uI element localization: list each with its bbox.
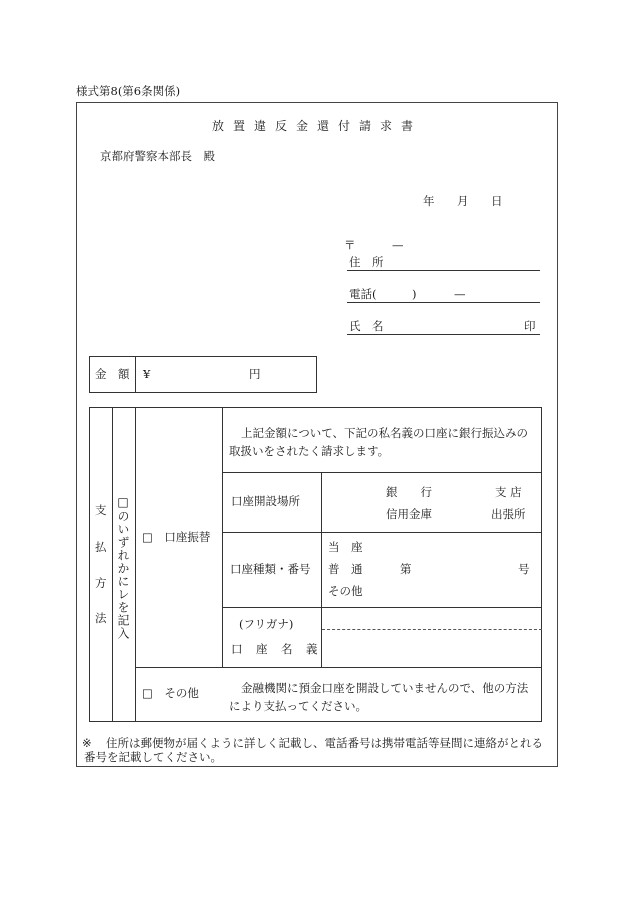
branch-place-label: 口座開設場所 [231,494,300,508]
transfer-option-checkbox[interactable]: □ 口座振替 [142,530,211,544]
form-title: 放置違反金還付請求書 [211,119,422,133]
account-current: 当 座 [328,540,363,554]
date-month-label: 月 [457,194,469,208]
sub-branch-label: 出張所 [491,507,526,521]
account-ordinary: 普 通 [328,562,363,576]
name-label: 氏 名 [349,319,384,333]
payment-method-char-4: 法 [95,611,107,625]
phone-field[interactable] [347,302,540,303]
payment-method-char-2: 払 [95,540,107,554]
address-label: 住 所 [349,255,384,269]
amount-label: 金 額 [95,367,130,381]
account-type-label: 口座種類・番号 [230,562,311,576]
bank-label: 銀 行 [386,485,432,499]
other-option-note: 金融機関に預金口座を開設していませんので、他の方法により支払ってください。 [229,681,529,713]
postal-mark: 〒 [344,238,356,252]
account-number-suffix: 号 [518,562,530,576]
transfer-request-text: 上記金額について、下記の私名義の口座に銀行振込みの取扱いをされたく請求します。 [229,426,529,458]
credit-union-label: 信用金庫 [386,507,432,521]
footnote-line-2: 番号を記載してください。 [84,750,222,764]
date-year-label: 年 [423,194,435,208]
furigana-label: (フリガナ) [239,617,294,631]
amount-divider [135,356,136,393]
phone-close-paren: ) [412,287,417,301]
amount-yen-unit: 円 [249,367,261,381]
other-option-checkbox[interactable]: □ その他 [142,686,199,700]
account-other: その他 [328,584,363,598]
address-field[interactable] [347,270,540,271]
payment-method-char-3: 方 [95,576,107,590]
furigana-field[interactable] [323,609,541,628]
footnote-line-1: 住所は郵便物が届くように詳しく記載し、電話番号は携帯電話等昼間に連絡がとれる [106,736,543,750]
amount-yen-sign: ¥ [143,367,151,381]
account-holder-label: 口 座 名 義 [231,642,319,656]
form-number: 様式第8(第6条関係) [76,84,181,98]
postal-dash: — [392,238,404,252]
checkbox-instruction: □のいずれかにレを記入 [116,495,130,640]
phone-label: 電話( [349,287,377,301]
seal-mark: 印 [524,319,536,333]
date-day-label: 日 [491,194,503,208]
account-number-prefix: 第 [400,562,412,576]
addressee: 京都府警察本部長 殿 [100,149,215,163]
phone-dash: — [454,287,466,301]
branch-label: 支 店 [495,485,522,499]
payment-method-char-1: 支 [95,503,107,517]
name-field[interactable] [347,334,540,335]
account-holder-field[interactable] [323,631,541,666]
footnote-mark: ※ [82,736,92,750]
